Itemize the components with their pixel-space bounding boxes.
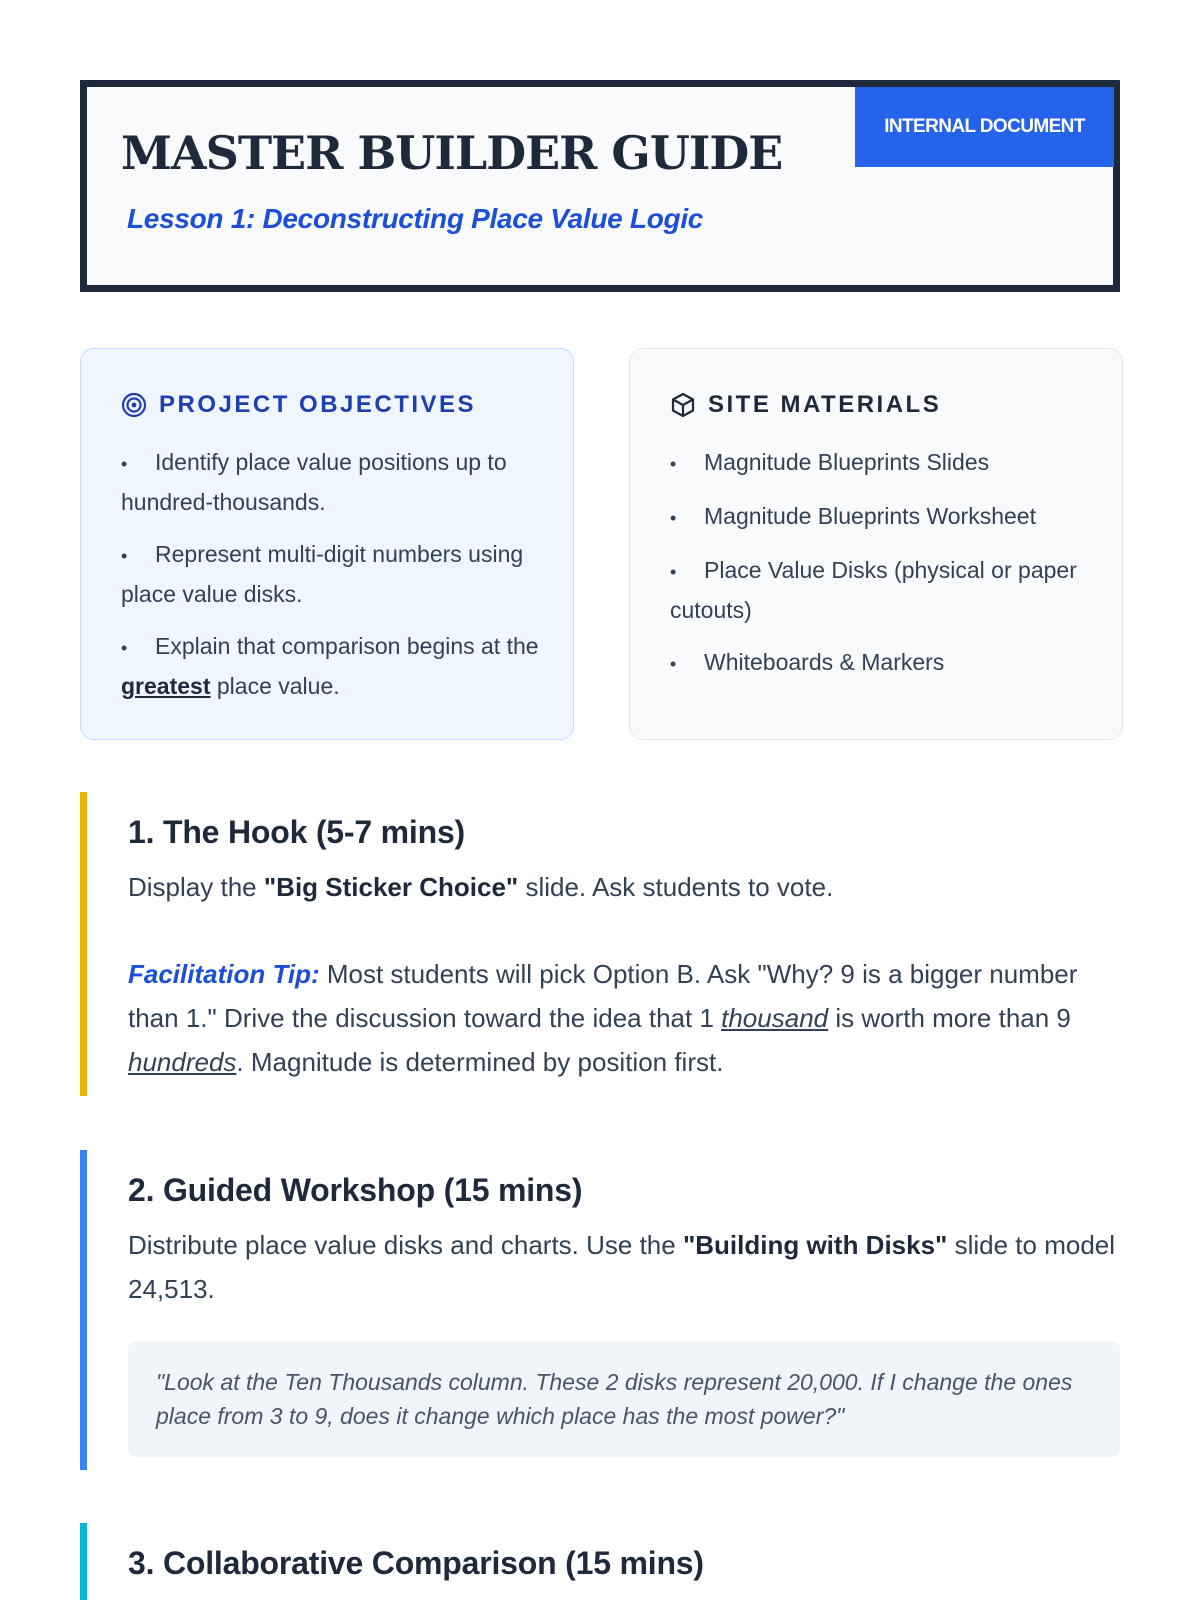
internal-document-badge: INTERNAL DOCUMENT — [855, 87, 1114, 167]
objectives-heading-row — [121, 391, 476, 419]
tip-label: Facilitation Tip: — [128, 959, 320, 989]
section-hook — [80, 792, 1120, 1096]
section-intro: Distribute place value disks and charts. Use the "Building with Disks" slide to model 24,513. — [128, 1230, 1116, 1304]
greatest-emphasis: greatest — [121, 673, 211, 699]
section-title: 3. Collaborative Comparison (15 mins) — [128, 1545, 704, 1581]
section-accent-bar — [80, 1523, 87, 1600]
list-item: • Explain that comparison begins at the greatest place value. — [121, 633, 539, 699]
section-guided-workshop — [80, 1150, 1120, 1470]
materials-heading-row — [670, 391, 941, 419]
list-item: • Magnitude Blueprints Worksheet — [670, 503, 1036, 529]
cube-icon — [670, 392, 696, 418]
section-accent-bar — [80, 792, 87, 1096]
section-intro: Display the "Big Sticker Choice" slide. Ask students to vote. — [128, 872, 834, 902]
section-title: 1. The Hook (5-7 mins) — [128, 814, 465, 850]
page-title: MASTER BUILDER GUIDE — [121, 126, 783, 180]
list-item: • Place Value Disks (physical or paper cutouts) — [670, 557, 1077, 623]
list-item: • Represent multi-digit numbers using place value disks. — [121, 541, 524, 607]
target-icon — [121, 392, 147, 418]
section-title: 2. Guided Workshop (15 mins) — [128, 1172, 583, 1208]
list-item: • Identify place value positions up to hundred-thousands. — [121, 449, 507, 515]
teacher-script-quote: "Look at the Ten Thousands column. These 2 disks represent 20,000. If I change the ones place from 3 to 9, does it change which place has the most power?" — [128, 1341, 1120, 1457]
materials-card — [629, 348, 1123, 740]
section-accent-bar — [80, 1150, 87, 1470]
materials-heading: SITE MATERIALS — [708, 391, 942, 418]
objectives-heading: PROJECT OBJECTIVES — [159, 391, 477, 418]
lesson-subtitle: Lesson 1: Deconstructing Place Value Logic — [127, 203, 704, 234]
objectives-card — [80, 348, 574, 740]
objectives-list — [121, 443, 541, 719]
section-collaborative-comparison — [80, 1523, 1120, 1600]
list-item: • Magnitude Blueprints Slides — [670, 449, 990, 475]
facilitation-tip: Facilitation Tip: Most students will pick Option B. Ask "Why? 9 is a bigger number than 1." Drive the discussion toward the idea that 1 thousand is worth more than 9 hundreds. Magnitude is determined by position first. — [128, 959, 1078, 1077]
list-item: • Whiteboards & Markers — [670, 649, 945, 675]
materials-list — [670, 443, 1090, 697]
